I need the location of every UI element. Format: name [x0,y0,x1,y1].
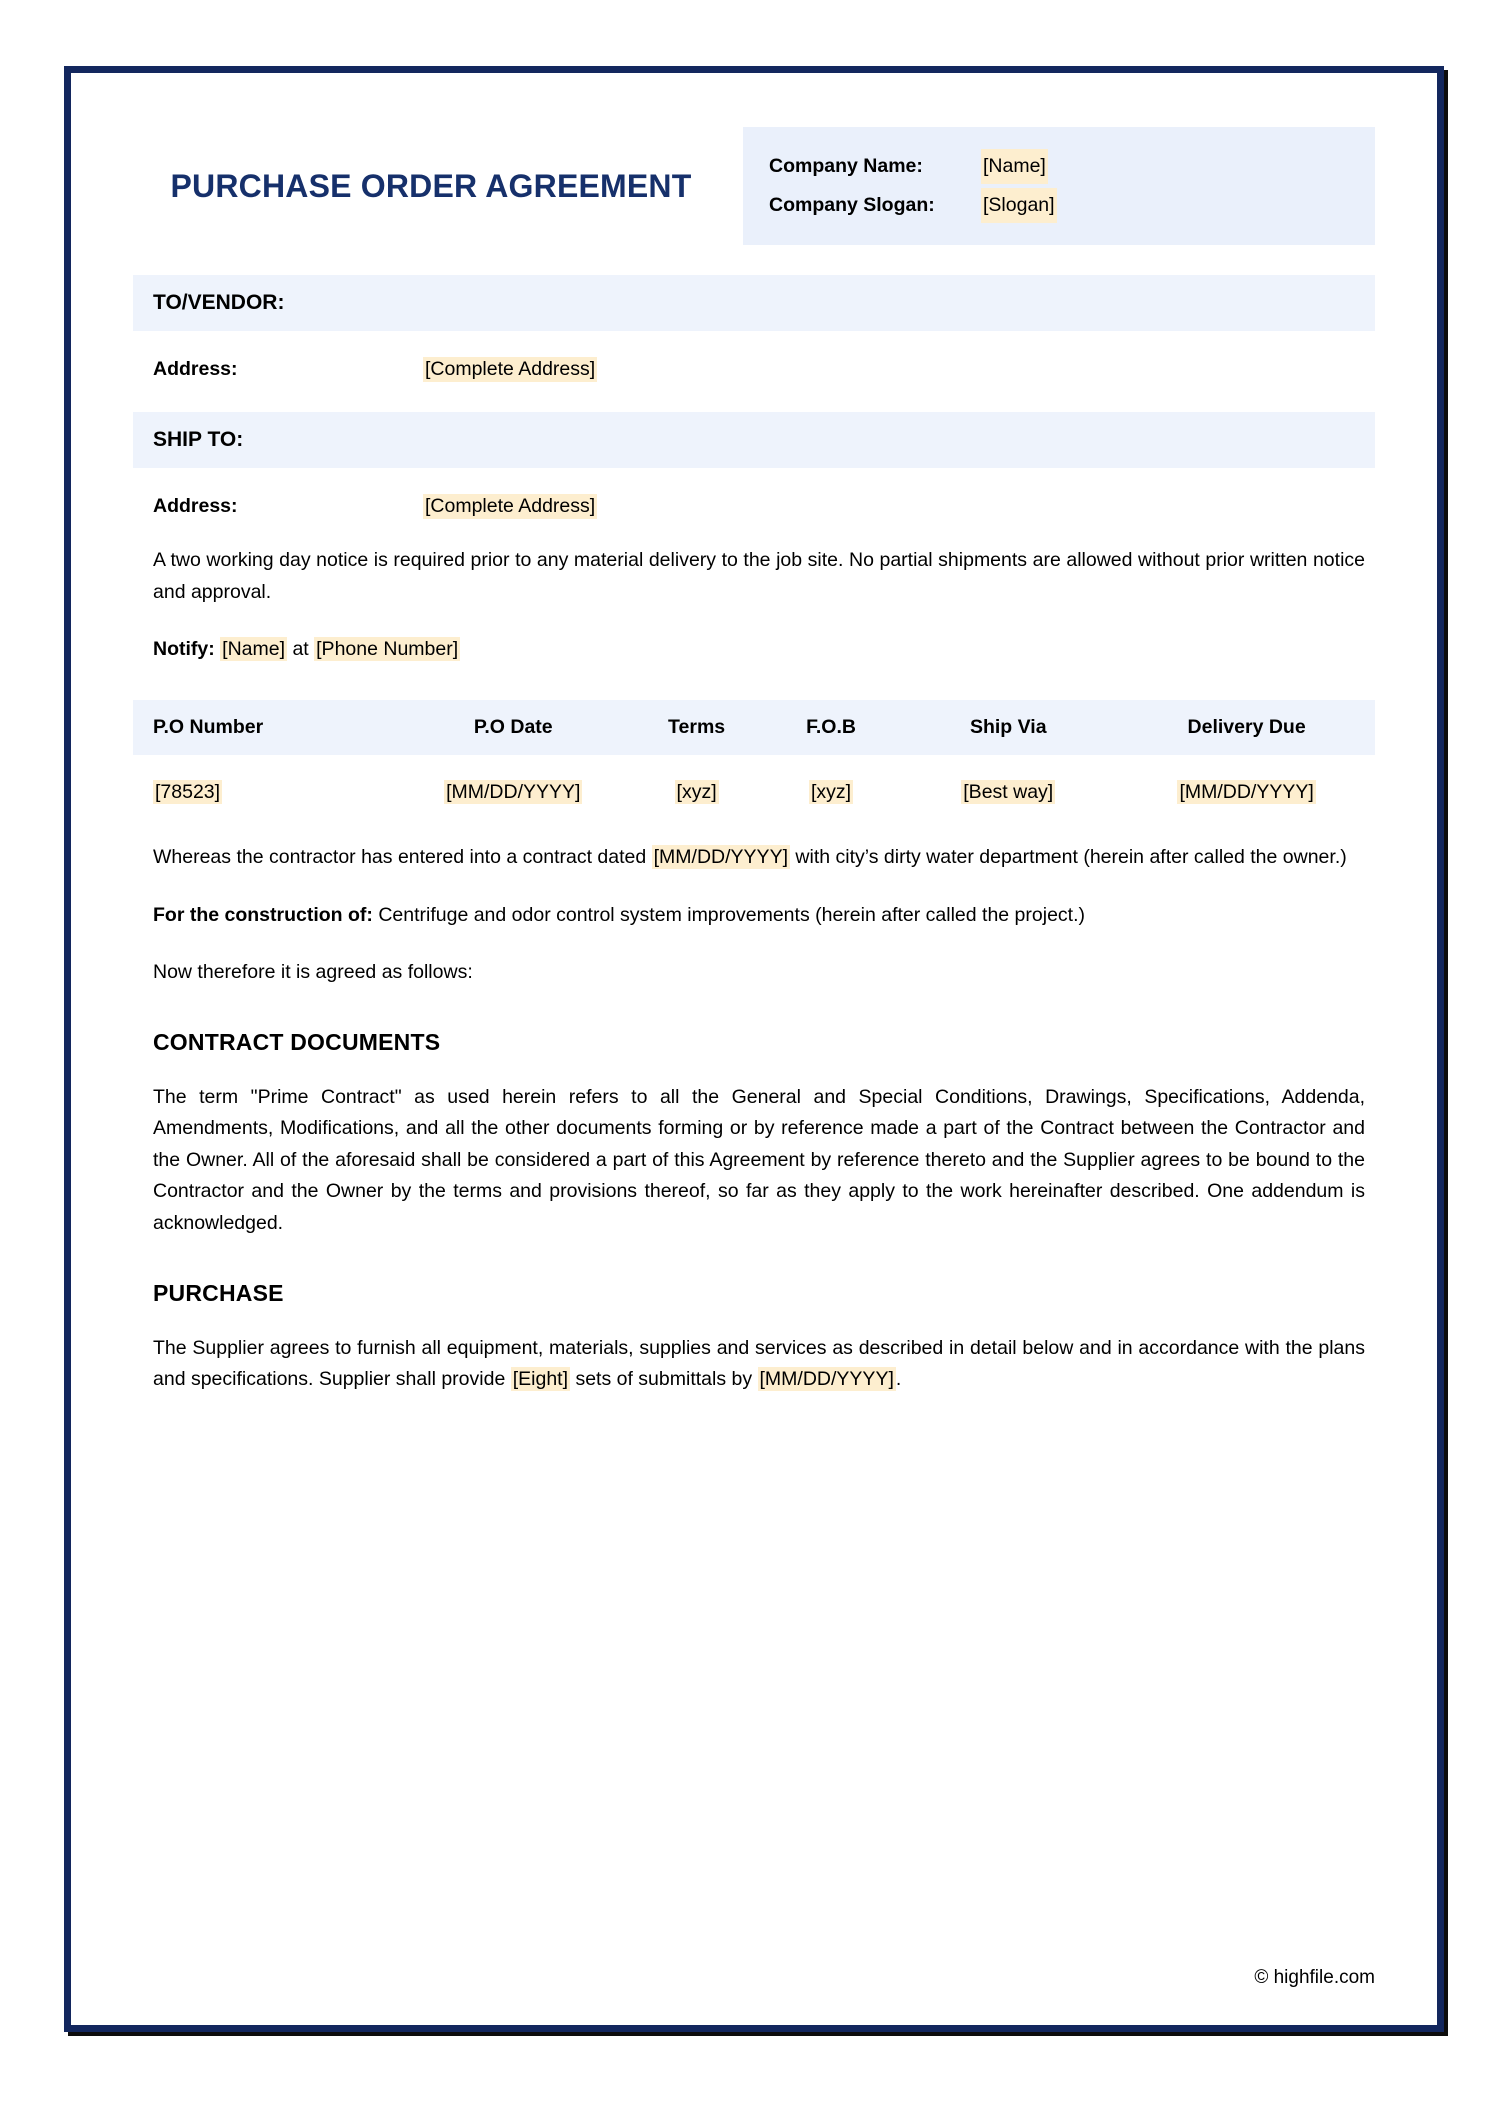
construction-text: Centrifuge and odor control system improvements (herein after called the project.) [378,903,1085,926]
vendor-address-row [133,357,1375,382]
company-name-row [769,149,1375,184]
purchase-paragraph [133,1333,1375,1396]
po-table-header-row [133,700,1375,755]
notify-phone-value[interactable]: [Phone Number] [316,638,459,661]
purchase-part2: sets of submittals by [575,1368,753,1391]
company-name-label: Company Name: [769,155,923,177]
po-value-delivery-due[interactable]: [MM/DD/YYYY] [1179,781,1314,804]
po-value-ship-via[interactable]: [Best way] [963,781,1054,804]
po-cell-terms [629,755,763,816]
po-cell-delivery-due [1118,755,1375,816]
ship-to-address-row [133,494,1375,519]
po-cell-ship-via [898,755,1118,816]
vendor-address-label: Address: [153,358,238,381]
purchase-sets-value[interactable]: [Eight] [512,1368,569,1391]
heading-contract-documents: CONTRACT DOCUMENTS [153,1028,441,1055]
notify-line [133,634,1375,666]
po-col-header-ship-via: Ship Via [898,700,1118,755]
po-table-body [133,755,1375,816]
purchase-order-table [133,700,1375,816]
vendor-address-value[interactable]: [Complete Address] [425,358,596,381]
whereas-contract-date[interactable]: [MM/DD/YYYY] [653,846,788,869]
po-col-header-po-number: P.O Number [133,700,397,755]
po-value-po-date[interactable]: [MM/DD/YYYY] [446,781,581,804]
company-name-value[interactable]: [Name] [981,149,1048,184]
purchase-part3: . [895,1368,902,1391]
document-content [71,73,1437,2025]
purchase-submittal-date[interactable]: [MM/DD/YYYY] [759,1368,894,1391]
po-value-fob[interactable]: [xyz] [810,781,852,804]
company-slogan-value[interactable]: [Slogan] [981,188,1057,223]
section-header-ship-to: SHIP TO: [133,412,1375,468]
purchase-part1: The Supplier agrees to furnish all equipment, materials, supplies and services as described in detail below and in accordance with the plans and specifications. Supplier shall provide [153,1336,1365,1391]
footer-copyright: © highfile.com [1254,1967,1375,1988]
document-page [64,66,1444,2032]
po-value-terms[interactable]: [xyz] [676,781,717,804]
company-slogan-label: Company Slogan: [769,194,935,217]
notify-connector: at [292,638,309,661]
construction-label: For the construction of: [153,903,373,926]
po-cell-po-number [133,755,397,816]
whereas-part2: with city’s dirty water department (herein after called the owner.) [795,846,1347,869]
contract-documents-paragraph: The term "Prime Contract" as used herein refers to all the General and Special Conditions, Drawings, Specifications, Addenda, Amendments, Modifications, and all the other documents forming or by reference made a part of the Contract between the Contractor and the Owner. All of the aforesaid shall be considered a part of this Agreement by reference thereto and the Supplier agrees to be bound to the Contractor and the Owner by the terms and provisions thereof, so far as they apply to the work hereinafter described. One addendum is acknowledged. [153,1085,1365,1235]
page-title: PURCHASE ORDER AGREEMENT [170,167,692,204]
construction-paragraph [133,900,1375,932]
po-value-po-number[interactable]: [78523] [155,781,221,804]
whereas-paragraph [133,842,1375,874]
po-col-header-po-date: P.O Date [397,700,629,755]
heading-purchase: PURCHASE [153,1279,284,1306]
ship-to-address-value[interactable]: [Complete Address] [425,495,596,518]
document-header [133,127,1375,245]
whereas-part1: Whereas the contractor has entered into a contract dated [153,846,647,869]
po-cell-po-date [397,755,629,816]
po-cell-fob [764,755,898,816]
agreed-paragraph: Now therefore it is agreed as follows: [153,961,473,984]
table-row [133,755,1375,816]
po-col-header-fob: F.O.B [764,700,898,755]
section-header-to-vendor: TO/VENDOR: [133,275,1375,331]
delivery-notice-paragraph: A two working day notice is required prior to any material delivery to the job site. No partial shipments are allowed without prior written notice and approval. [153,549,1365,603]
po-col-header-terms: Terms [629,700,763,755]
company-slogan-row [769,188,1375,223]
company-info-box [743,127,1375,245]
notify-name-value[interactable]: [Name] [222,638,286,661]
ship-to-address-label: Address: [153,495,238,518]
po-table-head [133,700,1375,755]
notify-label: Notify: [153,638,215,661]
po-col-header-delivery-due: Delivery Due [1118,700,1375,755]
